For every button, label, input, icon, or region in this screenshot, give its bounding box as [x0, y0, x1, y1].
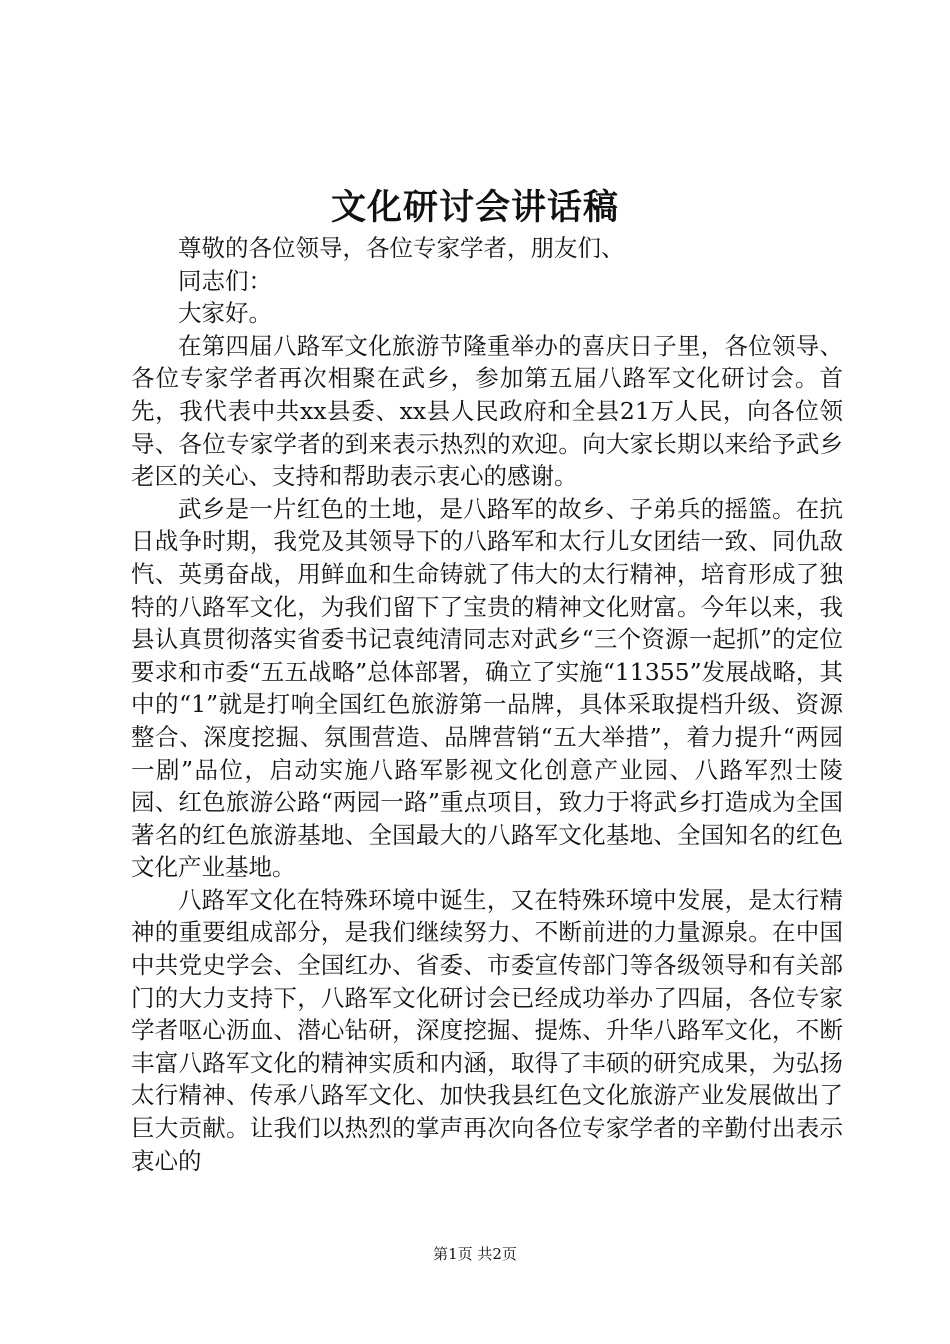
paragraph: 在第四届八路军文化旅游节隆重举办的喜庆日子里，各位领导、各位专家学者再次相聚在武乡，参加第五届八路军文化研讨会。首先，我代表中共xx县委、xx县人民政府和全县21万人民，向各位领导、各位专家学者的到来表示热烈的欢迎。向大家长期以来给予武乡老区的关心、支持和帮助表示衷心的感谢。	[131, 331, 843, 491]
greeting: 大家好。	[178, 299, 272, 328]
paragraph: 八路军文化在特殊环境中诞生，又在特殊环境中发展，是太行精神的重要组成部分，是我们继续努力、不断前进的力量源泉。在中国中共党史学会、全国红办、省委、市委宣传部门等各级领导和有关部门的大力支持下，八路军文化研讨会已经成功举办了四届，各位专家学者呕心沥血、潜心钻研，深度挖掘、提炼、升华八路军文化，不断丰富八路军文化的精神实质和内涵，取得了丰硕的研究成果，为弘扬太行精神、传承八路军文化、加快我县红色文化旅游产业发展做出了巨大贡献。让我们以热烈的掌声再次向各位专家学者的辛勤付出表示衷心的	[131, 885, 843, 1175]
document-body	[131, 232, 843, 1177]
paragraph: 武乡是一片红色的土地，是八路军的故乡、子弟兵的摇篮。在抗日战争时期，我党及其领导下的八路军和太行儿女团结一致、同仇敌忾、英勇奋战，用鲜血和生命铸就了伟大的太行精神，培育形成了独特的八路军文化，为我们留下了宝贵的精神文化财富。今年以来，我县认真贯彻落实省委书记袁纯清同志对武乡“三个资源一起抓”的定位要求和市委“五五战略”总体部署，确立了实施“11355”发展战略，其中的“1”就是打响全国红色旅游第一品牌，具体采取提档升级、资源整合、深度挖掘、氛围营造、品牌营销“五大举措”，着力提升“两园一剧”品位，启动实施八路军影视文化创意产业园、八路军烈士陵园、红色旅游公路“两园一路”重点项目，致力于将武乡打造成为全国著名的红色旅游基地、全国最大的八路军文化基地、全国知名的红色文化产业基地。	[131, 494, 843, 882]
salutation-line-1: 尊敬的各位领导，各位专家学者，朋友们、	[178, 234, 625, 262]
page-footer: 第1页 共2页	[433, 1245, 517, 1263]
salutation-line-2: 同志们：	[178, 266, 272, 295]
document-title: 文化研讨会讲话稿	[330, 187, 619, 228]
